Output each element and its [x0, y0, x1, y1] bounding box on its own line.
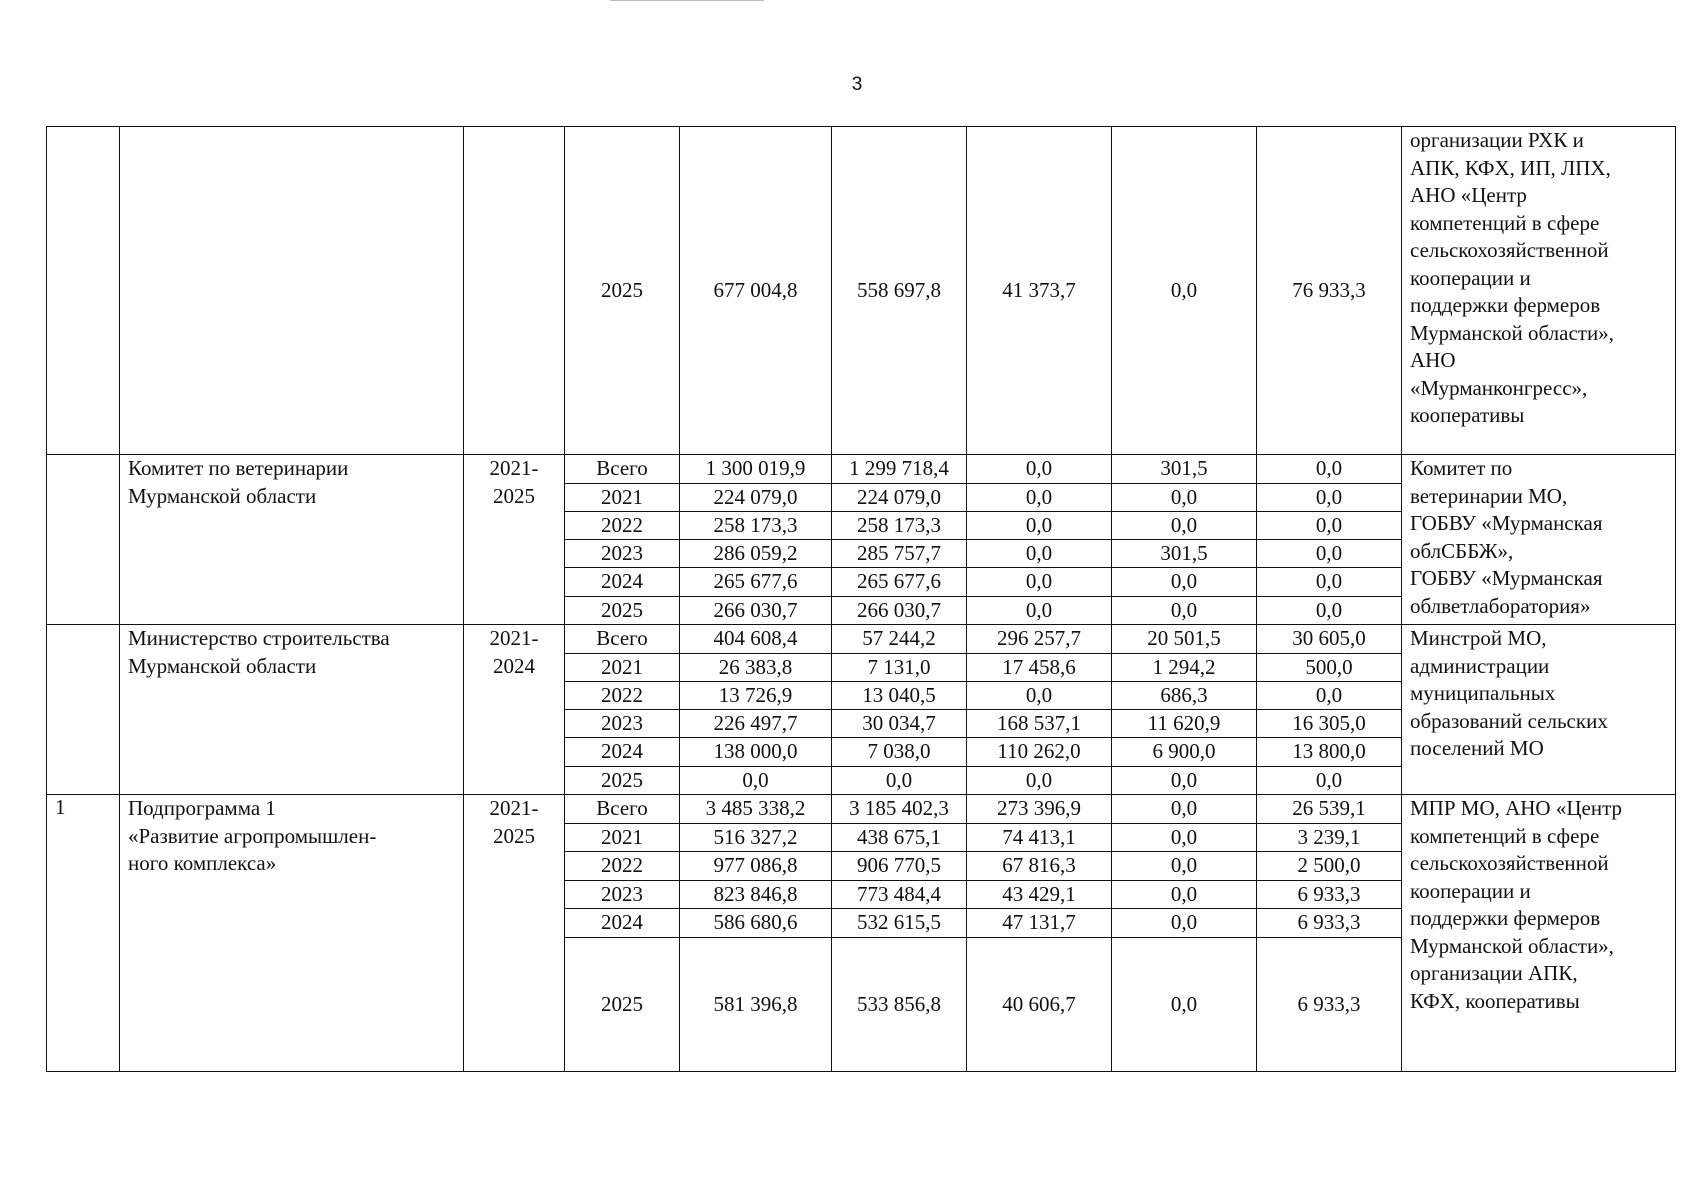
executor-line: кооперации и: [1410, 878, 1531, 903]
program-name-line: Подпрограмма 1: [128, 796, 276, 820]
executor-line: КФХ, кооперативы: [1410, 988, 1580, 1013]
executor-line: сельскохозяйственной: [1410, 851, 1609, 875]
year-cell: Всего: [565, 455, 680, 484]
total-cell: 677 004,8: [680, 127, 832, 455]
executor-line: компетенций в сфере: [1410, 823, 1600, 848]
total-cell: 581 396,8: [680, 938, 832, 1072]
total-cell: 1 300 019,9: [680, 455, 832, 484]
federal-budget-cell: 168 537,1: [967, 710, 1112, 738]
period-line: 2024: [493, 653, 535, 678]
year-cell: 2025: [565, 127, 680, 455]
row-index: 1: [47, 795, 120, 1072]
other-sources-cell: 6 933,3: [1257, 909, 1402, 938]
other-sources-cell: 6 933,3: [1257, 938, 1402, 1072]
period-line: 2021-: [489, 626, 539, 650]
other-sources-cell: 2 500,0: [1257, 852, 1402, 881]
year-cell: 2021: [565, 824, 680, 852]
federal-budget-cell: 0,0: [967, 767, 1112, 795]
federal-budget-cell: 43 429,1: [967, 881, 1112, 909]
program-name-line: Комитет по ветеринарии: [128, 456, 349, 480]
period-line: 2025: [493, 823, 535, 848]
executor-line: Минстрой МО,: [1410, 626, 1547, 650]
regional-budget-cell: 906 770,5: [832, 852, 967, 881]
regional-budget-cell: 7 131,0: [832, 654, 967, 682]
local-budget-cell: 0,0: [1112, 568, 1257, 597]
budget-table: [46, 126, 1676, 1072]
other-sources-cell: 0,0: [1257, 682, 1402, 710]
total-cell: 286 059,2: [680, 540, 832, 568]
year-cell: Всего: [565, 625, 680, 654]
total-cell: 138 000,0: [680, 738, 832, 767]
regional-budget-cell: 773 484,4: [832, 881, 967, 909]
regional-budget-cell: 266 030,7: [832, 597, 967, 625]
year-cell: 2022: [565, 682, 680, 710]
local-budget-cell: 0,0: [1112, 938, 1257, 1072]
local-budget-cell: 0,0: [1112, 852, 1257, 881]
regional-budget-cell: 3 185 402,3: [832, 795, 967, 824]
regional-budget-cell: 285 757,7: [832, 540, 967, 568]
total-cell: 404 608,4: [680, 625, 832, 654]
year-cell: 2023: [565, 540, 680, 568]
program-name-line: Мурманской области: [128, 653, 317, 678]
executor-line: Комитет по: [1410, 456, 1513, 480]
executor-line: поселений МО: [1410, 736, 1544, 760]
regional-budget-cell: 558 697,8: [832, 127, 967, 455]
total-cell: 265 677,6: [680, 568, 832, 597]
period: [464, 795, 565, 1072]
other-sources-cell: 13 800,0: [1257, 738, 1402, 767]
regional-budget-cell: 0,0: [832, 767, 967, 795]
other-sources-cell: 0,0: [1257, 597, 1402, 625]
total-cell: 586 680,6: [680, 909, 832, 938]
year-cell: 2024: [565, 738, 680, 767]
total-cell: 3 485 338,2: [680, 795, 832, 824]
federal-budget-cell: 0,0: [967, 484, 1112, 512]
program-name-line: Министерство строительства: [128, 626, 390, 650]
other-sources-cell: 16 305,0: [1257, 710, 1402, 738]
program-name: [120, 625, 464, 795]
federal-budget-cell: 110 262,0: [967, 738, 1112, 767]
regional-budget-cell: 438 675,1: [832, 824, 967, 852]
federal-budget-cell: 0,0: [967, 568, 1112, 597]
federal-budget-cell: 0,0: [967, 682, 1112, 710]
total-cell: 0,0: [680, 767, 832, 795]
executor-line: образований сельских: [1410, 708, 1608, 733]
federal-budget-cell: 40 606,7: [967, 938, 1112, 1072]
local-budget-cell: 11 620,9: [1112, 710, 1257, 738]
federal-budget-cell: 67 816,3: [967, 852, 1112, 881]
year-cell: 2025: [565, 767, 680, 795]
regional-budget-cell: 258 173,3: [832, 512, 967, 540]
local-budget-cell: 20 501,5: [1112, 625, 1257, 654]
row-index: [47, 625, 120, 795]
table-row: [47, 625, 1676, 654]
federal-budget-cell: 273 396,9: [967, 795, 1112, 824]
year-cell: 2021: [565, 484, 680, 512]
other-sources-cell: 30 605,0: [1257, 625, 1402, 654]
executor-line: ветеринарии МО,: [1410, 483, 1568, 508]
regional-budget-cell: 13 040,5: [832, 682, 967, 710]
executor-line: облветлаборатория»: [1410, 593, 1591, 618]
regional-budget-cell: 1 299 718,4: [832, 455, 967, 484]
period: [464, 625, 565, 795]
regional-budget-cell: 532 615,5: [832, 909, 967, 938]
year-cell: 2021: [565, 654, 680, 682]
executor-line: поддержки фермеров: [1410, 293, 1601, 317]
other-sources-cell: 0,0: [1257, 484, 1402, 512]
year-cell: 2025: [565, 938, 680, 1072]
executor-line: кооперативы: [1410, 403, 1525, 427]
local-budget-cell: 0,0: [1112, 127, 1257, 455]
regional-budget-cell: 533 856,8: [832, 938, 967, 1072]
federal-budget-cell: 0,0: [967, 455, 1112, 484]
executor-line: Мурманской области»,: [1410, 933, 1614, 958]
executor-line: Мурманской области»,: [1410, 320, 1614, 345]
executor-line: АНО «Центр: [1410, 183, 1527, 207]
period: [464, 127, 565, 455]
regional-budget-cell: 30 034,7: [832, 710, 967, 738]
program-name: [120, 795, 464, 1072]
executor-line: облСББЖ»,: [1410, 538, 1514, 563]
total-cell: 977 086,8: [680, 852, 832, 881]
local-budget-cell: 0,0: [1112, 597, 1257, 625]
regional-budget-cell: 7 038,0: [832, 738, 967, 767]
executor-line: муниципальных: [1410, 681, 1556, 705]
executor-line: организации РХК и: [1410, 128, 1584, 152]
total-cell: 13 726,9: [680, 682, 832, 710]
other-sources-cell: 0,0: [1257, 540, 1402, 568]
executors-cell: [1402, 795, 1676, 1072]
row-index: [47, 455, 120, 625]
table-row: [47, 455, 1676, 484]
table-row: [47, 127, 1676, 455]
other-sources-cell: 6 933,3: [1257, 881, 1402, 909]
local-budget-cell: 301,5: [1112, 540, 1257, 568]
program-name-line: «Развитие агропромышлен-: [128, 823, 377, 848]
local-budget-cell: 0,0: [1112, 824, 1257, 852]
program-name-line: Мурманской области: [128, 483, 317, 508]
total-cell: 258 173,3: [680, 512, 832, 540]
year-cell: 2022: [565, 852, 680, 881]
period-line: 2021-: [489, 796, 539, 820]
executor-line: АНО: [1410, 348, 1456, 372]
local-budget-cell: 0,0: [1112, 795, 1257, 824]
executor-line: АПК, КФХ, ИП, ЛПХ,: [1410, 155, 1611, 180]
executor-line: МПР МО, АНО «Центр: [1410, 796, 1623, 820]
local-budget-cell: 0,0: [1112, 767, 1257, 795]
local-budget-cell: 0,0: [1112, 909, 1257, 938]
executors-cell: [1402, 127, 1676, 455]
federal-budget-cell: 17 458,6: [967, 654, 1112, 682]
top-rule: [610, 0, 764, 1]
period-line: 2021-: [489, 456, 539, 480]
program-name: [120, 455, 464, 625]
local-budget-cell: 686,3: [1112, 682, 1257, 710]
federal-budget-cell: 47 131,7: [967, 909, 1112, 938]
regional-budget-cell: 57 244,2: [832, 625, 967, 654]
federal-budget-cell: 0,0: [967, 540, 1112, 568]
page-number: 3: [851, 74, 863, 95]
federal-budget-cell: 0,0: [967, 512, 1112, 540]
federal-budget-cell: 41 373,7: [967, 127, 1112, 455]
total-cell: 224 079,0: [680, 484, 832, 512]
executors-cell: [1402, 455, 1676, 625]
executor-line: ГОБВУ «Мурманская: [1410, 511, 1603, 535]
local-budget-cell: 6 900,0: [1112, 738, 1257, 767]
total-cell: 516 327,2: [680, 824, 832, 852]
local-budget-cell: 1 294,2: [1112, 654, 1257, 682]
row-index: [47, 127, 120, 455]
executor-line: сельскохозяйственной: [1410, 238, 1609, 262]
other-sources-cell: 3 239,1: [1257, 824, 1402, 852]
total-cell: 26 383,8: [680, 654, 832, 682]
local-budget-cell: 0,0: [1112, 881, 1257, 909]
federal-budget-cell: 74 413,1: [967, 824, 1112, 852]
other-sources-cell: 0,0: [1257, 568, 1402, 597]
year-cell: Всего: [565, 795, 680, 824]
regional-budget-cell: 224 079,0: [832, 484, 967, 512]
executor-line: кооперации и: [1410, 265, 1531, 290]
local-budget-cell: 0,0: [1112, 512, 1257, 540]
year-cell: 2024: [565, 568, 680, 597]
total-cell: 823 846,8: [680, 881, 832, 909]
other-sources-cell: 500,0: [1257, 654, 1402, 682]
year-cell: 2023: [565, 881, 680, 909]
other-sources-cell: 0,0: [1257, 767, 1402, 795]
other-sources-cell: 76 933,3: [1257, 127, 1402, 455]
local-budget-cell: 0,0: [1112, 484, 1257, 512]
year-cell: 2022: [565, 512, 680, 540]
total-cell: 266 030,7: [680, 597, 832, 625]
executor-line: «Мурманконгресс»,: [1410, 375, 1588, 400]
executor-line: организации АПК,: [1410, 961, 1578, 985]
regional-budget-cell: 265 677,6: [832, 568, 967, 597]
executors-cell: [1402, 625, 1676, 795]
local-budget-cell: 301,5: [1112, 455, 1257, 484]
year-cell: 2024: [565, 909, 680, 938]
other-sources-cell: 26 539,1: [1257, 795, 1402, 824]
year-cell: 2025: [565, 597, 680, 625]
federal-budget-cell: 0,0: [967, 597, 1112, 625]
period-line: 2025: [493, 483, 535, 508]
federal-budget-cell: 296 257,7: [967, 625, 1112, 654]
table-row: [47, 795, 1676, 824]
year-cell: 2023: [565, 710, 680, 738]
program-name: [120, 127, 464, 455]
other-sources-cell: 0,0: [1257, 512, 1402, 540]
program-name-line: ного комплекса»: [128, 851, 277, 875]
other-sources-cell: 0,0: [1257, 455, 1402, 484]
executor-line: компетенций в сфере: [1410, 210, 1600, 235]
executor-line: поддержки фермеров: [1410, 906, 1601, 930]
total-cell: 226 497,7: [680, 710, 832, 738]
period: [464, 455, 565, 625]
executor-line: администрации: [1410, 653, 1550, 678]
executor-line: ГОБВУ «Мурманская: [1410, 566, 1603, 590]
